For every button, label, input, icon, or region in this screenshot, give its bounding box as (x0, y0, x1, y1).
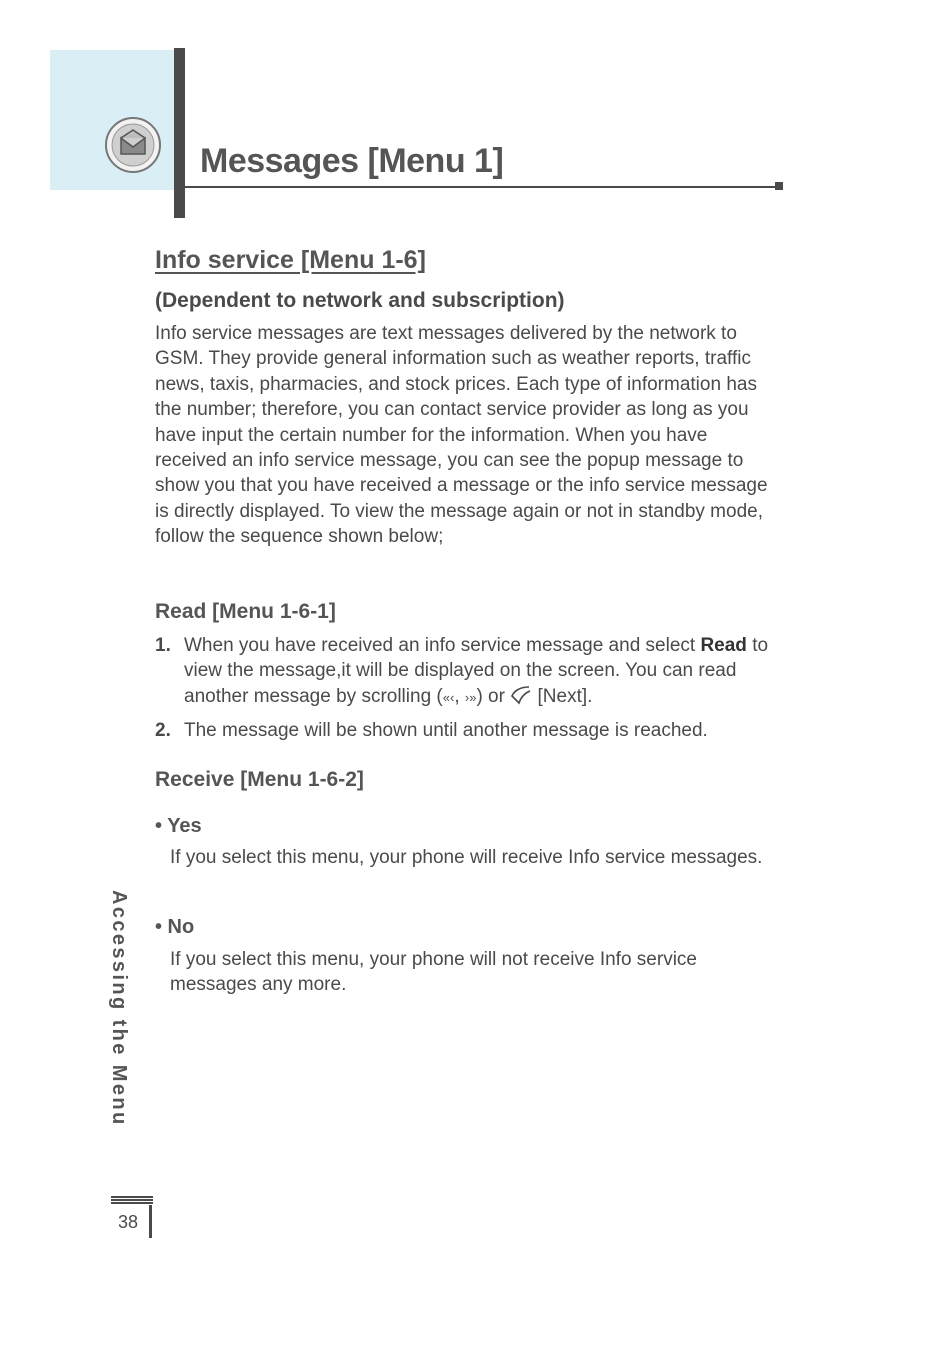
envelope-icon (104, 116, 162, 174)
option-no-text: If you select this menu, your phone will not receive Info service messages any more. (170, 949, 697, 996)
step-text: The message will be shown until another message is reached. (184, 720, 708, 742)
section-subtitle: (Dependent to network and subscription) (155, 289, 565, 312)
intro-paragraph: Info service messages are text messages delivered by the network to GSM. They provide general information such as weather reports, traffic news, taxis, pharmacies, and stock prices. Each type of information has the number; therefore, you can contact service provider as long as you have input the certain number for the information. When you have received an info service message, you can see the popup message to show you that you have received a message or the info service message is directly displayed. To view the message again or not in standby mode, follow the sequence shown below; (155, 323, 768, 548)
list-item (155, 633, 785, 710)
receive-heading: Receive [Menu 1-6-2] (155, 768, 364, 791)
sidebar-section-label: Accessing the Menu (108, 890, 130, 1127)
read-steps (155, 633, 785, 744)
soft-key-icon (510, 685, 532, 705)
page-number-bar (111, 1196, 153, 1205)
scroll-left-icon: «‹ (442, 689, 455, 705)
step-number: 1. (155, 635, 171, 656)
scroll-right-icon: ›» (464, 689, 477, 705)
step-text-part: When you have received an info service message and select (184, 635, 701, 656)
section-title: Info service [Menu 1-6] (155, 246, 426, 274)
step-text-part: [Next]. (532, 685, 593, 707)
read-keyword: Read (700, 635, 747, 656)
step-text-part: , (454, 685, 465, 707)
step-text-part: to view the message,it will be displayed on the screen. You can read another message by scrolling ( (184, 635, 769, 707)
read-heading: Read [Menu 1-6-1] (155, 600, 336, 623)
list-item (155, 718, 785, 743)
header-rule-end (775, 182, 783, 190)
option-no-label: • No (155, 916, 195, 938)
option-yes-text: If you select this menu, your phone will receive Info service messages. (170, 847, 763, 868)
page-title: Messages [Menu 1] (200, 142, 504, 180)
page-number: 38 (118, 1212, 139, 1232)
option-yes-label: • Yes (155, 815, 202, 837)
header-rule (185, 186, 777, 188)
page-number-bracket (149, 1205, 152, 1238)
header-vertical-bar (174, 48, 185, 218)
step-text (184, 633, 785, 710)
step-text-part: ) or (476, 685, 511, 707)
step-number: 2. (155, 720, 171, 742)
